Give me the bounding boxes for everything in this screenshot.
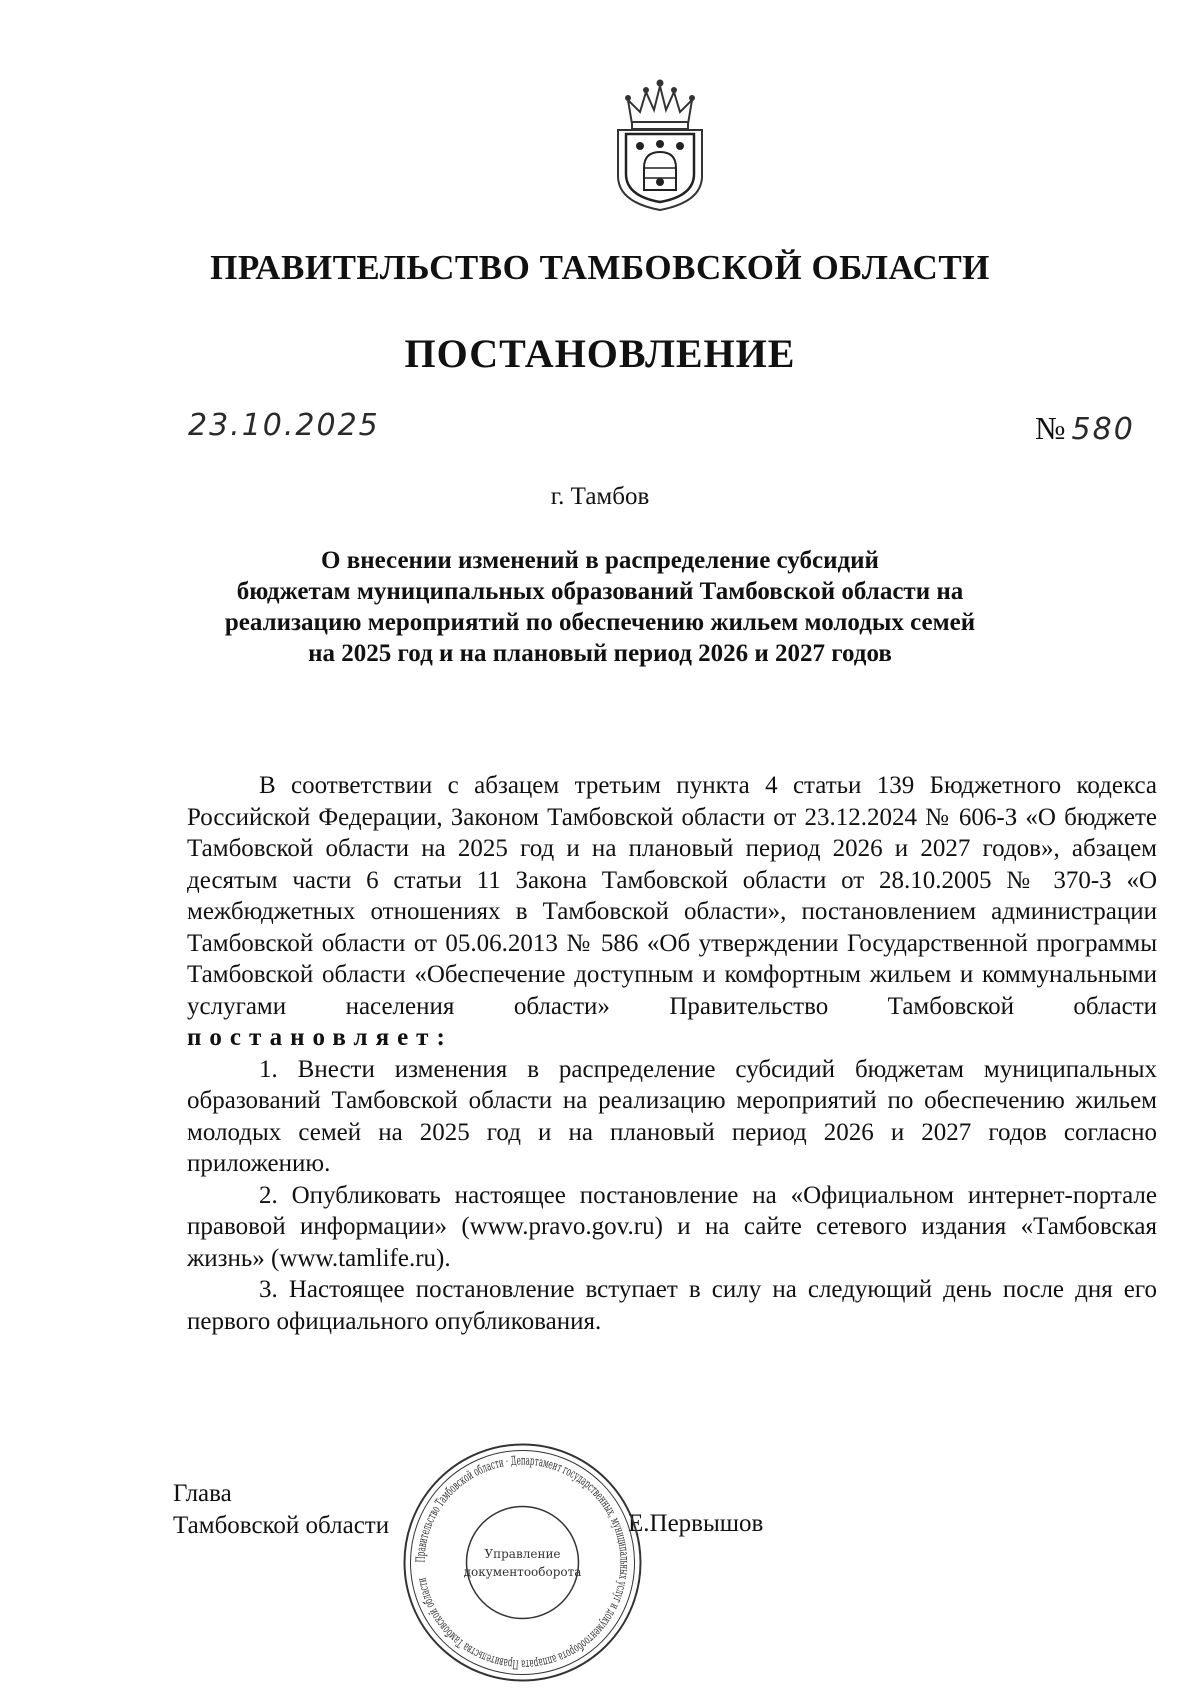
resolves-word: постановляет: [187, 1024, 453, 1051]
stamp-center-line: документооборота [463, 1565, 582, 1579]
document-number [1035, 410, 1135, 447]
svg-text:Правительство Тамбовской облас [412, 1452, 632, 1672]
list-item: 2. Опубликовать настоящее постановление на «Официальном интернет-портале правовой информации» (www.pravo.gov.ru) и на сайте сетевого издания «Тамбовская жизнь» (www.tamlife.ru). [187, 1181, 1157, 1272]
subject-line: на 2025 год и на плановый период 2026 и 2027 годов [308, 640, 892, 667]
stamp-center-line: Управление [484, 1547, 561, 1561]
document-body [187, 770, 1157, 1337]
subject-line: реализацию мероприятий по обеспечению жильем молодых семей [224, 609, 976, 636]
position-line: Тамбовской области [173, 1512, 390, 1539]
number-sign: № [1035, 410, 1066, 446]
list-item: 1. Внести изменения в распределение субсидий бюджетам муниципальных образований Тамбовской области на реализацию мероприятий по обеспечению жильем молодых семей на 2025 год и на плановый период 2026 и 2027 годов согласно приложению. [187, 1055, 1157, 1177]
organization-title: ПРАВИТЕЛЬСТВО ТАМБОВСКОЙ ОБЛАСТИ [210, 248, 990, 287]
city: г. Тамбов [550, 483, 650, 510]
subject-line: бюджетам муниципальных образований Тамбовской области на [236, 578, 964, 605]
document-date: 23.10.2025 [188, 408, 380, 443]
position-line: Глава [173, 1480, 232, 1507]
document-subject [200, 545, 1000, 669]
signatory-position [173, 1478, 389, 1542]
list-item: 3. Настоящее постановление вступает в силу на следующий день после дня его первого официального опубликования. [187, 1276, 1157, 1335]
stamp-outer-text: Правительство Тамбовской области · Департамент государственных, муниципальных услуг и документооборота аппарата Правительства Тамбовской области [412, 1452, 633, 1673]
subject-line: О внесении изменений в распределение субсидий [321, 547, 879, 574]
coat-of-arms-icon [610, 72, 710, 212]
number-value: 580 [1071, 412, 1135, 447]
signatory-name: Е.Первышов [628, 1510, 764, 1537]
preamble-text: В соответствии с абзацем третьим пункта 4 статьи 139 Бюджетного кодекса Российской Федерации, Законом Тамбовской области от 23.12.2024 № 606-З «О бюджете Тамбовской области на 2025 год и на плановый период 2026 и 2027 годов», абзацем десятым части 6 статьи 11 Закона Тамбовской области от 28.10.2005 № 370-З «О межбюджетных отношениях в Тамбовской области», постановлением администрации Тамбовской области от 05.06.2013 № 586 «Об утверждении Государственной программы Тамбовской области «Обеспечение доступным и комфортным жильем и коммунальными услугами населения области» Правительство Тамбовской области [187, 772, 1157, 1020]
document-type: ПОСТАНОВЛЕНИЕ [404, 331, 796, 376]
official-stamp [400, 1440, 645, 1685]
preamble-paragraph [187, 770, 1157, 1054]
